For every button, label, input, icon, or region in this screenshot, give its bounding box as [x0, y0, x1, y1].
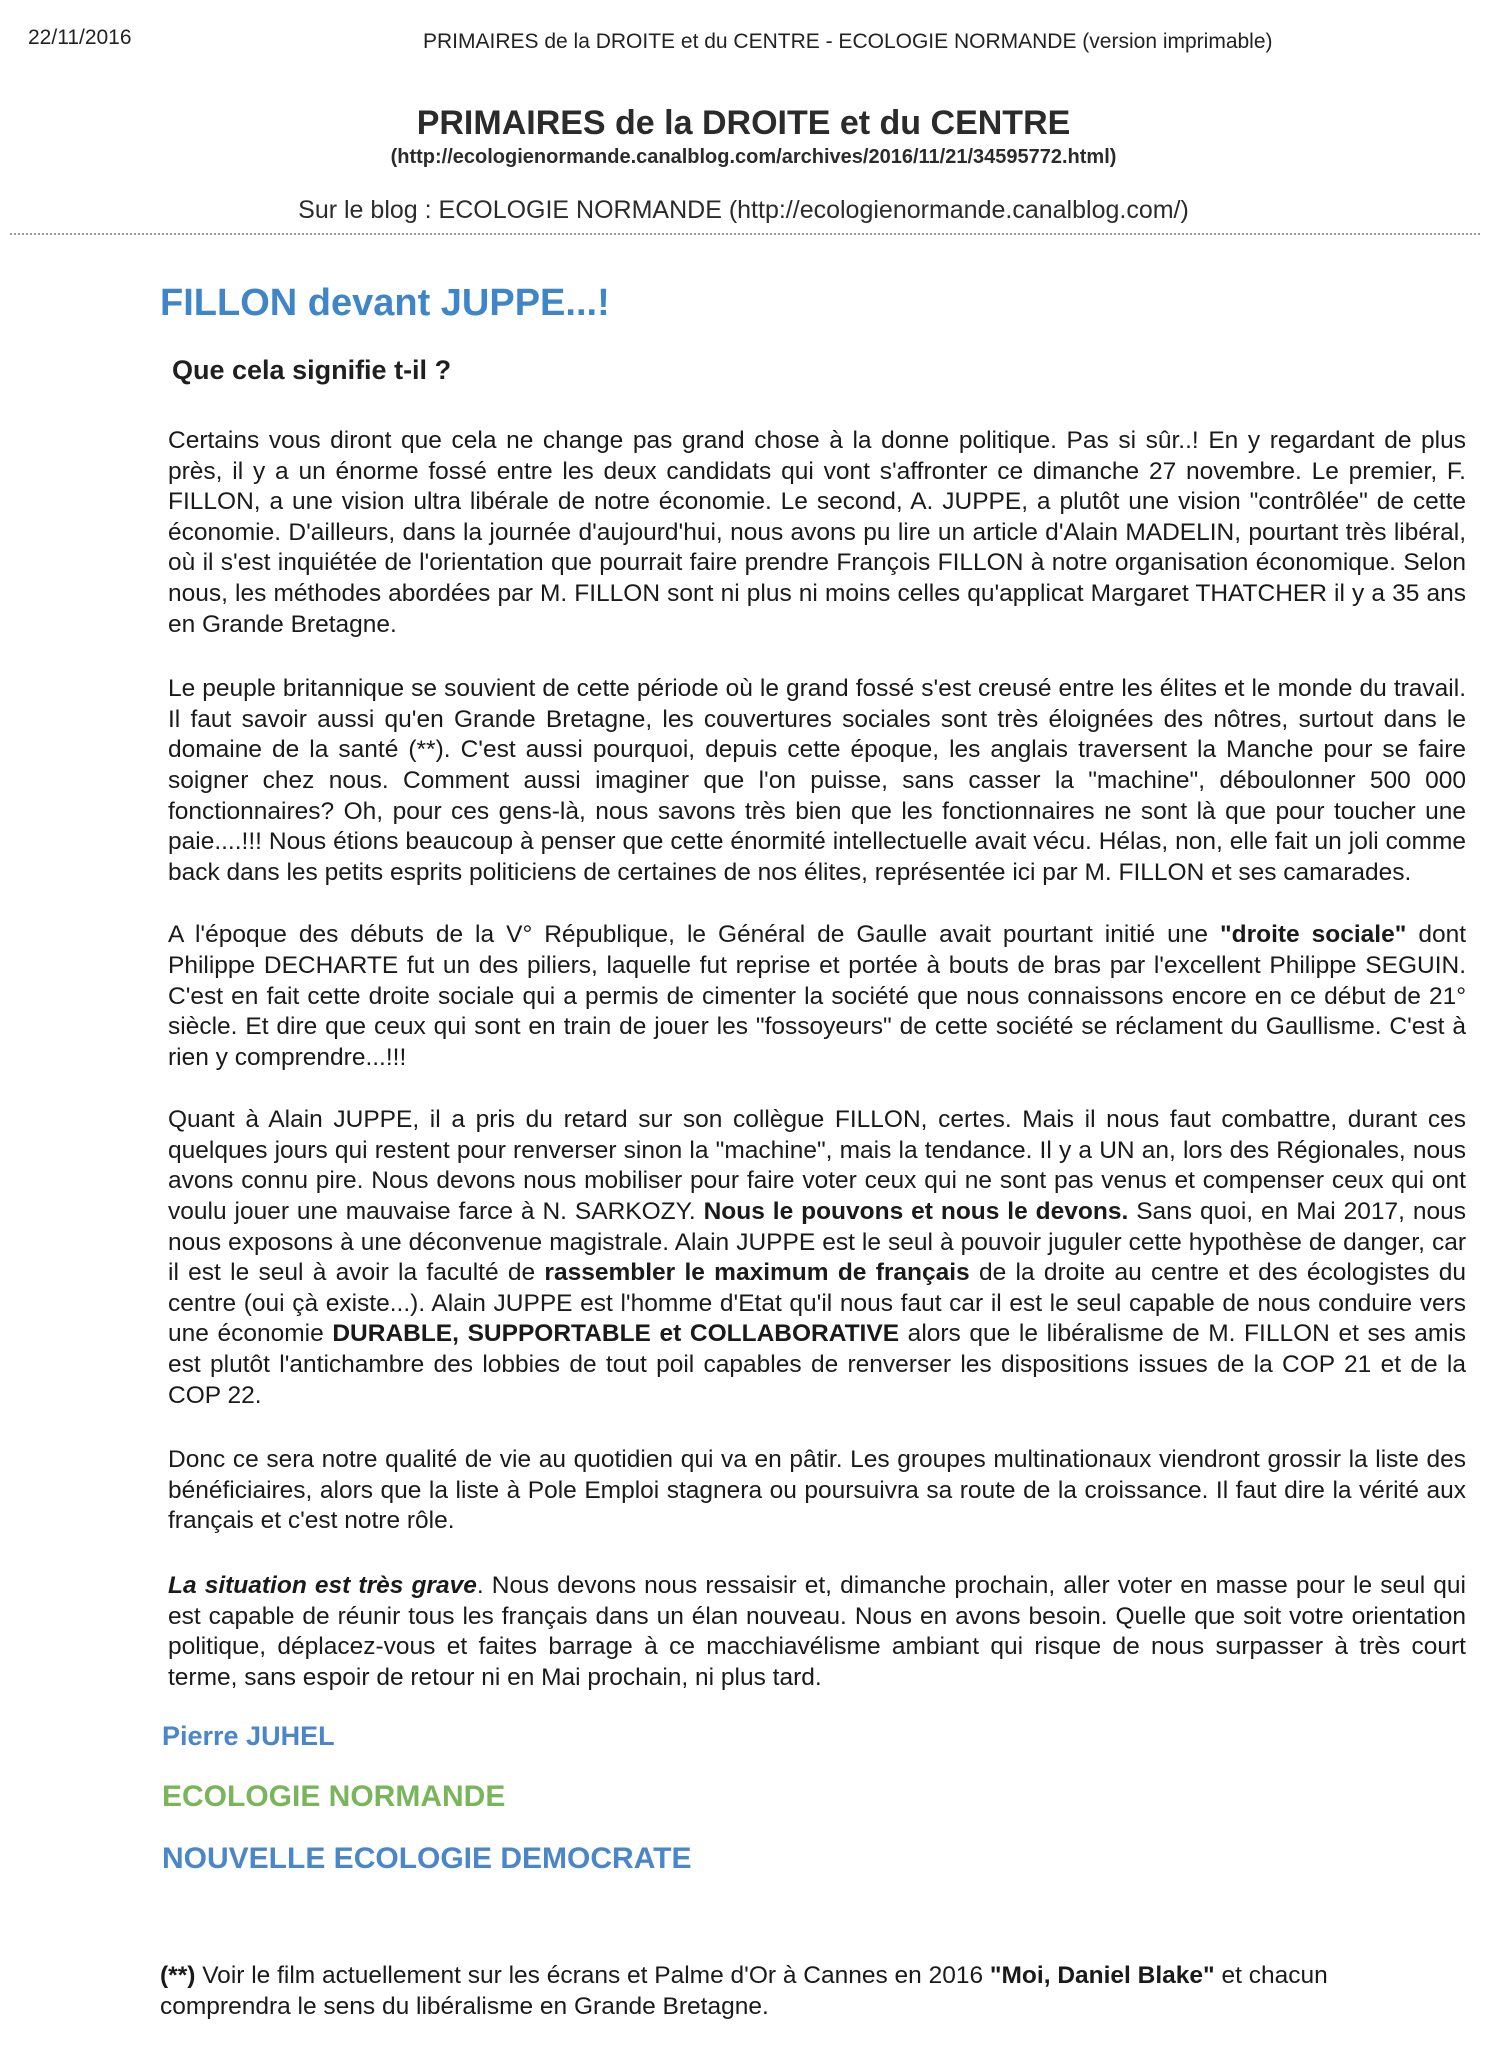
article-subtitle: Que cela signifie t-il ?: [172, 355, 452, 385]
paragraph-6: [168, 1571, 1466, 1693]
dotted-separator: [10, 233, 1480, 235]
rassembler-emphasis: rassembler le maximum de français: [544, 1259, 970, 1287]
economie-emphasis: DURABLE, SUPPORTABLE et COLLABORATIVE: [332, 1320, 900, 1348]
print-date: 22/11/2016: [28, 26, 132, 49]
footnote-text-a: Voir le film actuellement sur les écrans et Palme d'Or à Cannes en 2016: [195, 1962, 990, 1989]
paragraph-3: [168, 920, 1466, 1073]
droite-sociale-emphasis: "droite sociale": [1219, 921, 1407, 949]
article-body: [160, 282, 1470, 1876]
paragraph-3-part-c: dont Philippe DECHARTE fut un des piliers, laquelle fut reprise et portée à bouts de bras par l'excellent Philippe SEGUIN. C'est en fait cette droite sociale qui a permis de cimenter la société que nous connaissons encore en ce début de 21° siècle. Et dire que ceux qui sont en train de jouer les "fossoyeurs" de cette société se réclament du Gaullisme. C'est à rien y comprendre...!!!: [168, 921, 1467, 1071]
print-page-title: PRIMAIRES de la DROITE et du CENTRE - ECOLOGIE NORMANDE (version imprimable): [423, 30, 1273, 53]
film-title: "Moi, Daniel Blake": [989, 1962, 1215, 1989]
paragraph-4: [168, 1105, 1466, 1411]
paragraph-4-part-c: Sans quoi, en Mai 2017, nous nous exposons à une déconvenue magistrale. Alain JUPPE est le seul à pouvoir juguler cette hypothèse de danger, car il est le seul à avoir la faculté de: [168, 1198, 1466, 1287]
signature-org-nouvelle-ecologie: NOUVELLE ECOLOGIE DEMOCRATE: [162, 1842, 692, 1876]
paragraph-5: Donc ce sera notre qualité de vie au quotidien qui va en pâtir. Les groupes multinationaux viendront grossir la liste des bénéficiaires, alors que la liste à Pole Emploi stagnera ou poursuivra sa route de la croissance. Il faut dire la vérité aux français et c'est notre rôle.: [168, 1446, 1466, 1535]
pouvons-devons-emphasis: Nous le pouvons et nous le devons.: [703, 1198, 1129, 1226]
footnote-marker: (**): [160, 1962, 196, 1989]
signature-org-ecologie-normande: ECOLOGIE NORMANDE: [162, 1780, 506, 1814]
paragraph-4-part-a: Quant à Alain JUPPE, il a pris du retard sur son collègue FILLON, certes. Mais il nous faut combattre, durant ces quelques jours qui restent pour renverser sinon la "machine", mais la tendance. Il y a UN an, lors des Régionales, nous avons connu pire. Nous devons nous mobiliser pour faire voter ceux qui ne sont pas venus et compenser ceux qui ont voulu jouer une mauvaise farce à N. SARKOZY.: [168, 1106, 1466, 1226]
document-url: (http://ecologienormande.canalblog.com/archives/2016/11/21/34595772.html): [390, 146, 1117, 168]
paragraph-4-part-g: alors que le libéralisme de M. FILLON et ses amis est plutôt l'antichambre des lobbies de tout poil capables de renverser les dispositions issues de la COP 21 et de la COP 22.: [168, 1320, 1466, 1409]
paragraph-4-part-e: de la droite au centre et des écologistes du centre (oui çà existe...). Alain JUPPE est l'homme d'Etat qu'il nous faut car il est le seul capable de nous conduire vers une économie: [168, 1259, 1466, 1348]
paragraph-1: Certains vous diront que cela ne change pas grand chose à la donne politique. Pas si sûr..! En y regardant de plus près, il y a un énorme fossé entre les deux candidats qui vont s'affronter ce dimanche 27 novembre. Le premier, F. FILLON, a une vision ultra libérale de notre économie. Le second, A. JUPPE, a plutôt une vision "contrôlée" de cette économie. D'ailleurs, dans la journée d'aujourd'hui, nous avons pu lire un article d'Alain MADELIN, pourtant très libéral, où il s'est inquiétée de l'orientation que pourrait faire prendre François FILLON à notre organisation économique. Selon nous, les méthodes abordées par M. FILLON sont ni plus ni moins celles qu'applicat Margaret THATCHER il y a 35 ans en Grande Bretagne.: [168, 427, 1466, 638]
blog-source-line: Sur le blog : ECOLOGIE NORMANDE (http://ecologienormande.canalblog.com/): [298, 196, 1189, 224]
footnote: [160, 1960, 1460, 2022]
signature-name: Pierre JUHEL: [162, 1721, 335, 1752]
document-title: PRIMAIRES de la DROITE et du CENTRE: [416, 104, 1071, 142]
footnote-text-c: et chacun comprendra le sens du libéralisme en Grande Bretagne.: [160, 1962, 1328, 2020]
print-header: [28, 26, 1459, 60]
paragraph-3-part-a: A l'époque des débuts de la V° République, le Général de Gaulle avait pourtant initié une: [168, 921, 1220, 949]
paragraph-2: Le peuple britannique se souvient de cette période où le grand fossé s'est creusé entre les élites et le monde du travail. Il faut savoir aussi qu'en Grande Bretagne, les couvertures sociales sont très éloignées des nôtres, surtout dans le domaine de la santé (**). C'est aussi pourquoi, depuis cette époque, les anglais traversent la Manche pour se faire soigner chez nous. Comment aussi imaginer que l'on puisse, sans casser la "machine", déboulonner 500 000 fonctionnaires? Oh, pour ces gens-là, nous savons très bien que les fonctionnaires ne sont là que pour toucher une paie....!!! Nous étions beaucoup à penser que cette énormité intellectuelle avait vécu. Hélas, non, elle fait un joli comme back dans les petits esprits politiciens de certaines de nos élites, représentée ici par M. FILLON et ses camarades.: [168, 675, 1466, 886]
situation-grave-emphasis: La situation est très grave: [168, 1572, 477, 1599]
paragraph-6-part-b: . Nous devons nous ressaisir et, dimanche prochain, aller voter en masse pour le seul qui est capable de réunir tous les français dans un élan nouveau. Nous en avons besoin. Quelle que soit votre orientation politique, déplacez-vous et faites barrage à ce macchiavélisme ambiant qui risque de nous surpasser à très court terme, sans espoir de retour ni en Mai prochain, ni plus tard.: [168, 1572, 1466, 1691]
article-title: FILLON devant JUPPE...!: [160, 282, 610, 324]
